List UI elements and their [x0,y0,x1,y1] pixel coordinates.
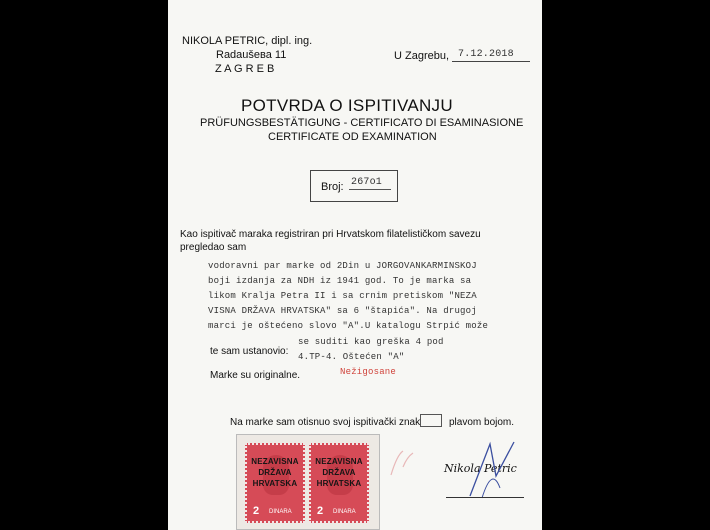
number-value: 267o1 [351,177,383,188]
number-label: Broj: [321,181,344,193]
stamp-value: 2 [253,505,260,517]
subtitle-1: PRÜFUNGSBESTÄTIGUNG - CERTIFICATO DI ESAMINASIONE [200,117,524,129]
overprint-line: HRVATSKA [252,479,298,488]
issuer-name: NIKOLA PETRIC, dipl. ing. [182,35,313,47]
established-label: te sam ustanovio: [210,346,289,357]
originality-value: Nežigosane [340,367,397,377]
description-line-4: VISNA DRŽAVA HRVATSKA" sa 6 "štapića". Na drugoj [208,306,477,316]
place-label: U Zagrebu, [394,50,450,62]
description-line-2: boji izdanja za NDH iz 1941 god. To je marka sa [208,276,472,286]
issuer-city: Z A G R E B [215,63,275,75]
originality-label: Marke su originalne. [210,370,301,381]
certificate-page [168,0,542,530]
description-line-1: vodoravni par marke od 2Din u JORGOVANKARMINSKOJ [208,261,477,271]
signature-scribble [430,436,540,502]
overprint-line: DRŽAVA [258,468,292,477]
number-box [310,170,398,202]
overprint-line: NEZAVISNA [315,457,363,466]
date-value: 7.12.2018 [458,49,514,60]
overprint-line: DRŽAVA [322,468,356,477]
pencil-mark [383,445,423,485]
mark-note-before: Na marke sam otisnuo svoj ispitivački znak [230,417,421,428]
certificate-title: POTVRDA O ISPITIVANJU [241,96,453,115]
signature-line [446,497,524,498]
stamp-value: 2 [317,505,324,517]
subtitle-2: CERTIFICATE OD EXAMINATION [268,131,437,143]
signature-name: Nikola Petric [444,462,517,475]
intro-line-1: Kao ispitivač maraka registriran pri Hrvatskom filatelističkom savezu [180,229,481,240]
intro-line-2: pregledao sam [180,242,247,253]
established-line-1: se suditi kao greška 4 pod [298,337,444,347]
stamp-currency: DINARA [269,509,292,515]
description-line-5: marci je oštećeno slovo "A".U katalogu Strpić može [208,321,489,331]
stamp-currency: DINARA [333,509,356,515]
description-line-3: likom Kralja Petra II i sa crnim pretiskom "NEZA [208,291,477,301]
overprint-line: NEZAVISNA [251,457,299,466]
stamp [245,443,305,523]
stamp-pair [236,434,380,530]
issuer-street: Radaušева 11 [216,49,287,61]
established-line-2: 4.TP-4. Oštećen "A" [298,352,405,362]
date-line [452,47,530,62]
overprint-line: HRVATSKA [316,479,362,488]
mark-note-after: plavom bojom. [449,417,515,428]
mark-box [420,414,442,427]
number-underline [349,189,391,190]
stamp [309,443,369,523]
